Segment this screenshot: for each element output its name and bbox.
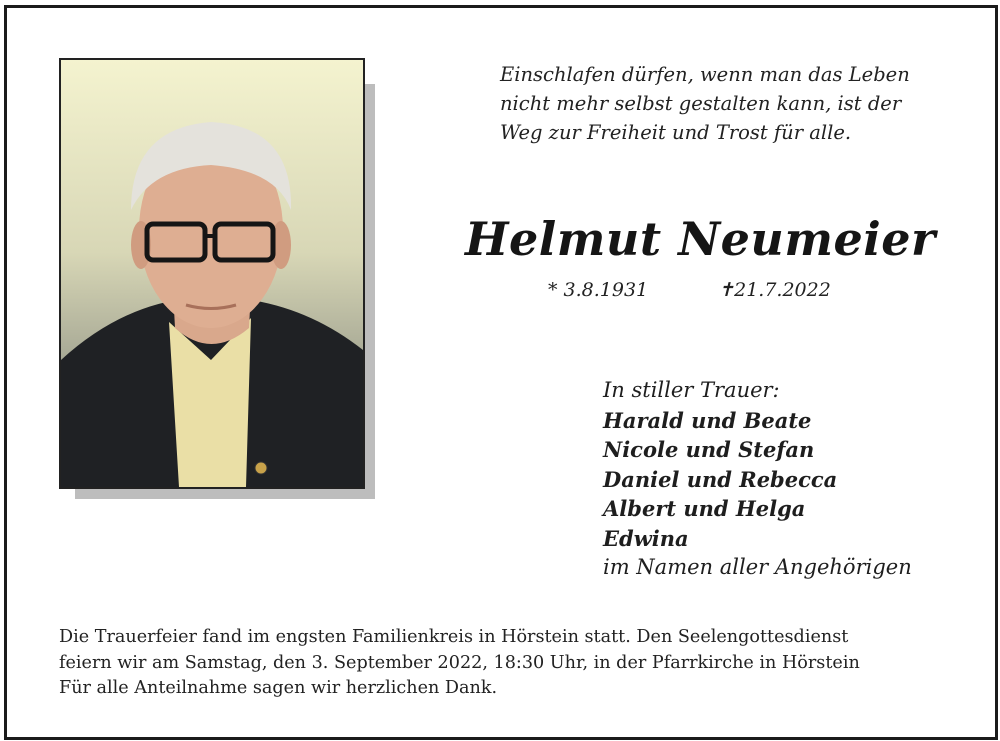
death-date: ✝21.7.2022 <box>718 279 831 301</box>
mourners-list <box>603 376 963 583</box>
deceased-name: Helmut Neumeier <box>465 212 936 266</box>
family-name: Albert und Helga <box>603 496 806 521</box>
birth-date: * 3.8.1931 <box>548 279 649 301</box>
family-name: Edwina <box>603 525 689 551</box>
quote-line: Weg zur Freiheit und Trost für alle. <box>500 121 852 144</box>
footer-line: Die Trauerfeier fand im engsten Familienkreis in Hörstein statt. Den Seelengottesdienst <box>59 627 849 647</box>
mourners-intro: In stiller Trauer: <box>603 378 780 402</box>
lapel-pin <box>255 462 267 474</box>
life-dates <box>548 279 831 301</box>
quote-line: nicht mehr selbst gestalten kann, ist der <box>500 92 902 115</box>
quote-line: Einschlafen dürfen, wenn man das Leben <box>500 63 910 86</box>
quote <box>500 60 960 147</box>
portrait-illustration <box>61 60 363 487</box>
funeral-info <box>59 625 959 702</box>
family-name: Harald und Beate <box>603 407 812 433</box>
footer-line: Für alle Anteilnahme sagen wir herzlichen Dank. <box>59 678 498 698</box>
family-name: Nicole und Stefan <box>603 437 815 462</box>
family-name: Daniel und Rebecca <box>603 466 838 492</box>
portrait-photo <box>59 58 365 489</box>
footer-line: feiern wir am Samstag, den 3. September 2022, 18:30 Uhr, in der Pfarrkirche in Hörstein <box>59 652 860 673</box>
mourners-closing: im Namen aller Angehörigen <box>603 555 912 579</box>
